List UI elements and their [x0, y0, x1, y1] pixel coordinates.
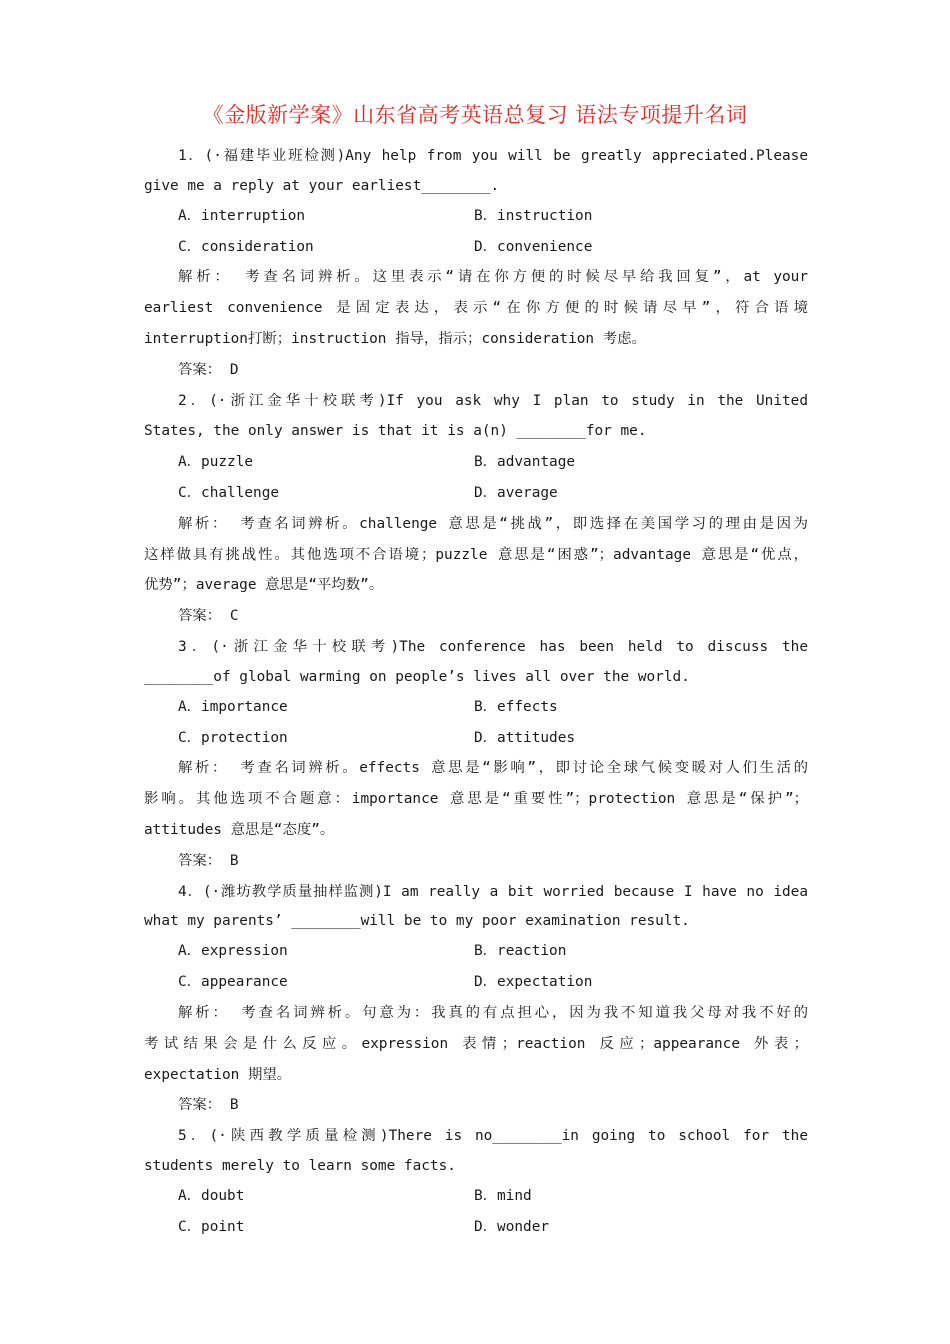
question-list [144, 141, 808, 1243]
analysis-line: attitudes 意思是“态度”。 [144, 821, 335, 838]
question-stem-line: 3．(·浙江金华十校联考)The conference has been held to discuss the [178, 638, 808, 655]
option-c: C．appearance [178, 974, 288, 991]
option-d: D．attitudes [474, 729, 576, 746]
answer-line: 答案： C [178, 608, 239, 625]
option-row [144, 967, 808, 998]
option-row [144, 936, 808, 967]
question-stem-line: 4．(·潍坊教学质量抽样监测)I am really a bit worried because I have no idea [178, 883, 808, 900]
option-row [144, 723, 808, 754]
option-d: D．average [474, 484, 558, 501]
question-4 [144, 877, 808, 1122]
option-b: B．instruction [474, 207, 593, 224]
option-b: B．effects [474, 698, 558, 715]
analysis-line: 解析： 考查名词辨析。这里表示“请在你方便的时候尽早给我回复”，at your [178, 269, 808, 286]
question-2 [144, 386, 808, 632]
option-row [144, 692, 808, 723]
option-a: A．doubt [178, 1187, 245, 1204]
question-stem-line: ________of global warming on people’s lives all over the world. [144, 668, 690, 685]
analysis-line: expectation 期望。 [144, 1066, 292, 1083]
option-d: D．wonder [474, 1218, 550, 1235]
option-c: C．challenge [178, 484, 280, 501]
analysis-line: 优势”；average 意思是“平均数”。 [144, 577, 384, 594]
analysis-line: 考试结果会是什么反应。expression 表情；reaction 反应；appearance 外表； [144, 1035, 808, 1052]
analysis-line: 解析： 考查名词辨析。effects 意思是“影响”，即讨论全球气候变暖对人们生活的 [178, 760, 808, 777]
option-a: A．puzzle [178, 454, 254, 471]
option-d: D．expectation [474, 974, 593, 991]
option-c: C．protection [178, 729, 288, 746]
question-stem-line: what my parents’ ________will be to my poor examination result. [144, 913, 690, 930]
analysis-line: interruption打断；instruction 指导，指示；consideration 考虑。 [144, 330, 646, 347]
option-row [144, 232, 808, 263]
option-row [144, 447, 808, 478]
option-b: B．mind [474, 1187, 532, 1204]
option-a: A．importance [178, 698, 288, 715]
option-row [144, 478, 808, 509]
analysis-line: 这样做具有挑战性。其他选项不合语境；puzzle 意思是“困惑”；advantage 意思是“优点， [144, 546, 808, 563]
analysis-line: earliest convenience 是固定表达，表示“在你方便的时候请尽早”，符合语境 [144, 300, 808, 317]
option-b: B．reaction [474, 943, 567, 960]
option-a: A．expression [178, 943, 288, 960]
option-c: C．consideration [178, 238, 314, 255]
option-row [144, 1212, 808, 1243]
analysis-line: 解析： 考查名词辨析。challenge 意思是“挑战”，即选择在美国学习的理由是因为 [178, 515, 808, 532]
question-stem-line: students merely to learn some facts. [144, 1157, 456, 1174]
question-stem-line: 5．(·陕西教学质量检测)There is no________in going to school for the [178, 1128, 808, 1145]
question-stem-line: give me a reply at your earliest________. [144, 177, 500, 194]
question-stem-line: States, the only answer is that it is a(n) ________for me. [144, 423, 647, 440]
option-c: C．point [178, 1218, 245, 1235]
analysis-line: 解析： 考查名词辨析。句意为：我真的有点担心，因为我不知道我父母对我不好的 [178, 1004, 808, 1021]
option-d: D．convenience [474, 238, 593, 255]
question-5 [144, 1121, 808, 1242]
option-b: B．advantage [474, 454, 576, 471]
question-stem-line: 2．(·浙江金华十校联考)If you ask why I plan to study in the United [178, 392, 808, 409]
option-row [144, 1181, 808, 1212]
question-3 [144, 632, 808, 877]
analysis-line: 影响。其他选项不合题意：importance 意思是“重要性”；protection 意思是“保护”； [144, 791, 808, 808]
answer-line: 答案： B [178, 852, 239, 869]
answer-line: 答案： D [178, 361, 239, 378]
document-title: 《金版新学案》山东省高考英语总复习 语法专项提升名词 [202, 103, 748, 127]
answer-line: 答案： B [178, 1097, 239, 1114]
question-1 [144, 141, 808, 386]
question-stem-line: 1．(·福建毕业班检测)Any help from you will be greatly appreciated.Please [178, 148, 808, 164]
option-row [144, 201, 808, 232]
option-a: A．interruption [178, 207, 306, 224]
